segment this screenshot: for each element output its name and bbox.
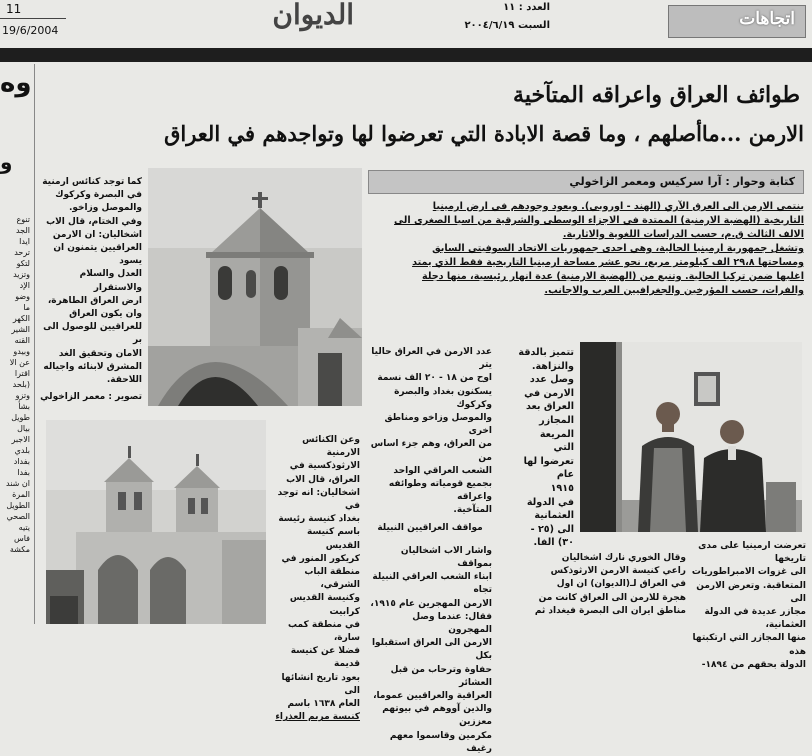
column-line: من العراق، وهم جزء اساس من [370,439,492,463]
adjacent-line: (بلحد [12,380,30,389]
column-line: المتعاقبة. وتعرض الارمن الى [696,580,806,604]
column-line: حفاوة وترحاب من قبل العشائر [390,664,492,688]
column-line: المريعة [539,428,574,440]
column-line: وفي الختام، قال الاب [46,216,142,227]
column-line: في الدولة [526,496,574,508]
adjacent-line: الكهر [12,314,30,323]
header-date: 19/6/2004 [2,24,59,37]
adjacent-line: بلدي [14,446,30,455]
column-line: راعي كنيسة الارمن الارثوذكس [550,566,686,577]
adjacent-line: تنوع [16,215,30,224]
column-line: ٣٠) الفا. [533,537,574,549]
column-line: اللاحقة. [106,375,142,386]
column-line: وكنيسة القديس كرابيت [289,593,360,617]
column-line: وصل عدد [529,374,574,386]
column-line: في منطقة كمب سارة، [287,619,360,644]
column-line: كريكور المنور في [281,553,360,564]
column-line: هجرة للارمن الى العراق كانت من [538,592,686,603]
adjacent-line: ايدا [19,237,30,246]
headline-primary: طوائف العراق واعراقه المتآخية [513,82,800,108]
column-line: للعراقيين للوصول الى بر [43,322,142,346]
lead-line: الالف الثالث ق.م، حسب الدراسات اللغوية والاثارية. [562,229,804,240]
column-line: والنزاهة. [531,360,574,372]
paper-name: الديوان [272,0,354,31]
column-line: الى غزوات الامبراطوريات [691,567,806,578]
column-line: والموصل وزاخو ومناطق اخرى [384,413,492,437]
church-tower-photo [148,168,362,406]
column-line: الى (٢٥ - [530,523,574,535]
lead-line: وتشغل جمهورية ارمينيا الحالية، وهي احدى جمهوريات الاتحاد السوفيتي السابق [432,243,804,254]
churches-column [272,434,360,723]
column-line: واشار الاب اشخاليان بمواقف [400,545,492,570]
subheading: مواقف العراقيين النبيلة [377,522,483,533]
column-line: ١٩١٥ [550,482,574,494]
adjacent-line: الشير [11,325,30,334]
column-line: العثمانية [534,510,574,522]
column-line: تعرضت ارمينيا على مدى تاريخها [698,541,806,565]
adjacent-line: الصحي [6,512,30,521]
column-line: العراقيين يتمنون ان يسود [53,243,142,267]
adjacent-line: ترحد [14,248,30,257]
adjacent-line: الطويل [6,501,30,510]
adjacent-body [0,214,30,555]
adjacent-line: بفدا [17,468,30,477]
column-line: المشرق لابنائه واجياله [43,361,142,372]
column-line: كما توجد كنائس ارمنية [42,177,142,187]
column-line: المتآخية. [453,505,492,516]
column-line: الشعب العراقي الواحد [393,465,492,476]
column-line: كنيسة مريم العذراء [275,712,360,723]
adjacent-line: عن الا [9,358,30,367]
column-line: وقال الخوري نارك اشخاليان [561,553,686,563]
column-line: العراق، قال الاب [286,474,360,485]
column-line: الارمن الى العراق استقبلوا بكل [371,638,492,662]
adjacent-line: ان شند [6,479,30,488]
photo-credit: تصوير : معمر الزاخولي [40,392,142,403]
column-line: المجازر [539,414,574,426]
top-band [0,48,812,62]
column-line: في العراق لـ(الديوان) ان اول [556,579,686,590]
column-line: الدولة بحقهم من ١٨٩٤- [701,659,806,670]
column-line: في البصرة وكركوك [55,190,142,201]
priest-quote-column [500,552,686,624]
adjacent-line: يتيه [18,523,30,532]
column-line: يسكنون بغداد والبصرة وكركوك [394,386,492,410]
adjacent-line: طويل [11,413,30,422]
column-line: مجازر عديدة في الدولة العثمانية، [704,607,806,631]
history-column [690,540,806,670]
column-line: الارمن المهجرين عام ١٩١٥، [370,598,492,609]
lead-line: ومساحتها ٢٩،٨ الف كيلومتر مربع، نحو عشر مساحة ارمينيا التاريخية فقط الذي يمتد [412,257,804,268]
adjacent-line: فاس [13,534,30,543]
column-line: والموصل وزاخو. [68,203,142,214]
lead-line: والفرات، حسب المؤرخين والجغرافيين العرب والاجانب. [544,285,804,296]
column-line: وان يكون العراق [69,309,142,320]
lead-paragraph [368,200,804,298]
interview-photo [580,342,802,532]
adjacent-line: بفداد [13,457,30,466]
church-facade-photo [46,420,266,624]
adjacent-line: الجد [15,226,30,235]
adjacent-bullet: و [0,150,13,174]
column-line: مناطق ايران الى البصرة فيغداد ثم [534,605,686,616]
column-line: تعرضوا لها [523,455,574,467]
column-line: الارمن في [524,387,574,399]
column-line: التي [553,442,574,454]
adjacent-line: ما [23,303,30,312]
column-line: اشخاليان: انه توجد في [277,487,360,512]
adjacent-line: الاجبر [11,435,30,444]
column-line: العام ١٦٣٨ باسم [287,699,360,710]
column-line: عام [556,469,574,481]
adjacent-line: القنه [14,336,30,345]
column-line: اوح من ١٨ - ٢٠ الف نسمة [377,373,492,384]
closing-column [40,176,142,403]
byline: كتابة وحوار : آرا سركيس ومعمر الزاخولي [368,170,804,194]
column-line: بعود تاريخ انشائها الى [281,672,360,696]
column-line: الارثوذكسية في [289,461,360,472]
column-line: مكرمين وقاسموا معهم رغيف [389,730,492,754]
column-line: العراقية والعراقيين عموما، [373,691,492,702]
issue-date: السبت ٢٠٠٤/٦/١٩ [464,20,550,31]
adjacent-line: وبيدو [13,347,30,356]
header-rule [0,18,66,19]
adjacent-line: وضو [15,292,30,301]
column-line: منها المجازر التي ارتكبتها هذه [692,633,806,657]
column-line: والذين آووهم في بيوتهم معززين [382,704,492,728]
adjacent-line: لتكو [16,259,30,268]
adjacent-line: وتزو [15,391,30,400]
column-line: العدل والسلام والاستقرار [79,269,142,293]
issue-number: العدد : ١١ [503,2,550,13]
section-tag: اتجاهات [668,5,806,38]
population-column [368,346,492,754]
lead-line: ينتمي الارمن الى العرق الآري (الهند - اوروبي). ويعود وجودهم في ارض ارمينيا [432,201,804,212]
adjacent-line: المرة [12,490,30,499]
column-line: ارض العراق الطاهرة، [47,295,142,306]
column-line: باسم كنيسة القديس [307,527,360,551]
adjacent-line: مكشة [9,545,30,554]
page-number: 11 [6,2,22,16]
column-line: فقال: عندما وصل المهجرون [412,611,492,636]
column-spacer [368,535,492,545]
adjacent-line: وتزيد [13,270,30,279]
lead-line: اغلبها ضمن تركيا الحالية. وتنبع من (الهضبة الارمنية) عدة انهار رئيسية، منها دجلة [422,271,804,282]
column-line: العراق بعد [525,401,574,413]
adjacent-heading: وه [0,68,32,98]
column-line: بغداد كنيسة رئيسة [278,514,360,525]
column-line: فضلا عن كنيسة قديمة [290,646,360,670]
adjacent-line: اقترا [14,369,30,378]
column-line: عدد الارمن في العراق حاليا يتر [371,347,492,371]
lead-line: التاريخية (الهضبة الارمنية) الممتدة في الاجزاء الوسطى والشرقية من اسيا الصغرى الى [394,215,804,226]
adjacent-line: الإد [19,281,30,290]
column-line: الامان وتحقيق الغد [58,348,142,359]
column-line: ابناء الشعب العراقي النبيلة تجاه [372,572,492,596]
column-line: منطقة الباب الشرقي، [304,567,360,591]
massacre-column [500,346,574,566]
header [0,0,812,48]
adjacent-line: بيال [17,424,30,433]
column-line: تتميز بالدقة [518,347,574,358]
column-line: بجميع قومياته وطوائفه واعراقه [388,479,492,503]
headline-secondary: الارمن ...ماأصلهم ، وما قصة الابادة التي تعرضوا لها وتواجدهم في العراق [164,121,804,146]
adjacent-line: بشأ [18,402,30,411]
column-line: وعن الكنائس الارمنية [302,435,360,459]
column-line: اشخاليان: ان الارمن [52,229,142,240]
